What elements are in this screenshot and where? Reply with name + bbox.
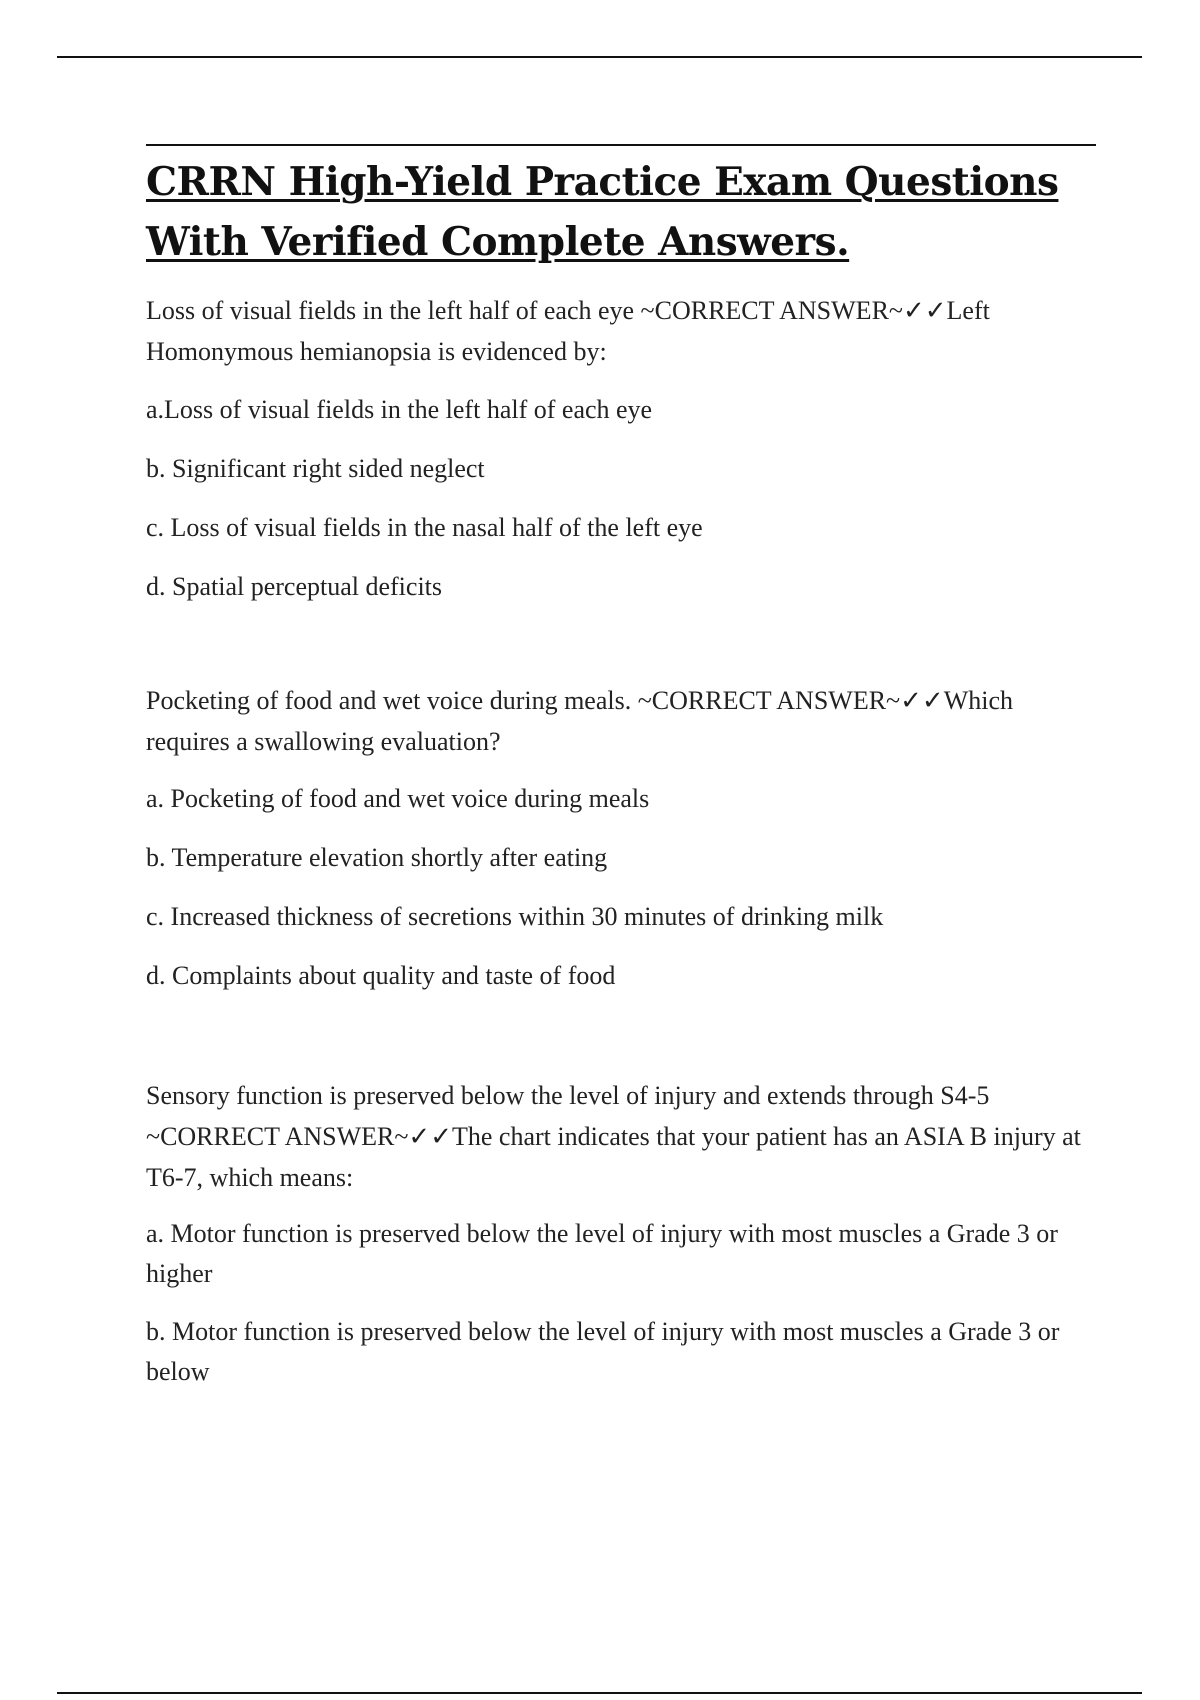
- question-block-2: [146, 680, 1096, 996]
- question-2-option-d: d. Complaints about quality and taste of food: [146, 961, 616, 990]
- question-1-option-c: c. Loss of visual fields in the nasal half of the left eye: [146, 513, 703, 542]
- question-block-1: [146, 290, 1096, 607]
- question-text-3: Sensory function is preserved below the level of injury and extends through S4-5 ~CORRECT ANSWER~✓✓The chart indicates that your patient has an ASIA B injury at T6-7, which means:: [146, 1081, 1081, 1192]
- question-2-option-a: a. Pocketing of food and wet voice during meals: [146, 784, 650, 813]
- question-1-option-d: d. Spatial perceptual deficits: [146, 572, 443, 601]
- question-3-option-a: a. Motor function is preserved below the level of injury with most muscles a Grade 3 or higher: [146, 1219, 1058, 1288]
- question-1-option-b: b. Significant right sided neglect: [146, 454, 485, 483]
- document-title: CRRN High-Yield Practice Exam Questions With Verified Complete Answers.: [146, 159, 1059, 265]
- document-body: [146, 144, 1096, 1410]
- question-text-1: Loss of visual fields in the left half of each eye ~CORRECT ANSWER~✓✓Left Homonymous hemianopsia is evidenced by:: [146, 296, 990, 366]
- question-block-3: [146, 1075, 1096, 1392]
- question-3-option-b: b. Motor function is preserved below the level of injury with most muscles a Grade 3 or below: [146, 1317, 1060, 1386]
- question-2-option-c: c. Increased thickness of secretions within 30 minutes of drinking milk: [146, 902, 884, 931]
- page-bottom-rule: [57, 1692, 1142, 1694]
- title-top-rule: [146, 144, 1096, 146]
- question-text-2: Pocketing of food and wet voice during meals. ~CORRECT ANSWER~✓✓Which requires a swallowing evaluation?: [146, 686, 1014, 756]
- page-top-rule: [57, 56, 1142, 58]
- question-2-option-b: b. Temperature elevation shortly after eating: [146, 843, 608, 872]
- question-1-option-a: a.Loss of visual fields in the left half of each eye: [146, 395, 653, 424]
